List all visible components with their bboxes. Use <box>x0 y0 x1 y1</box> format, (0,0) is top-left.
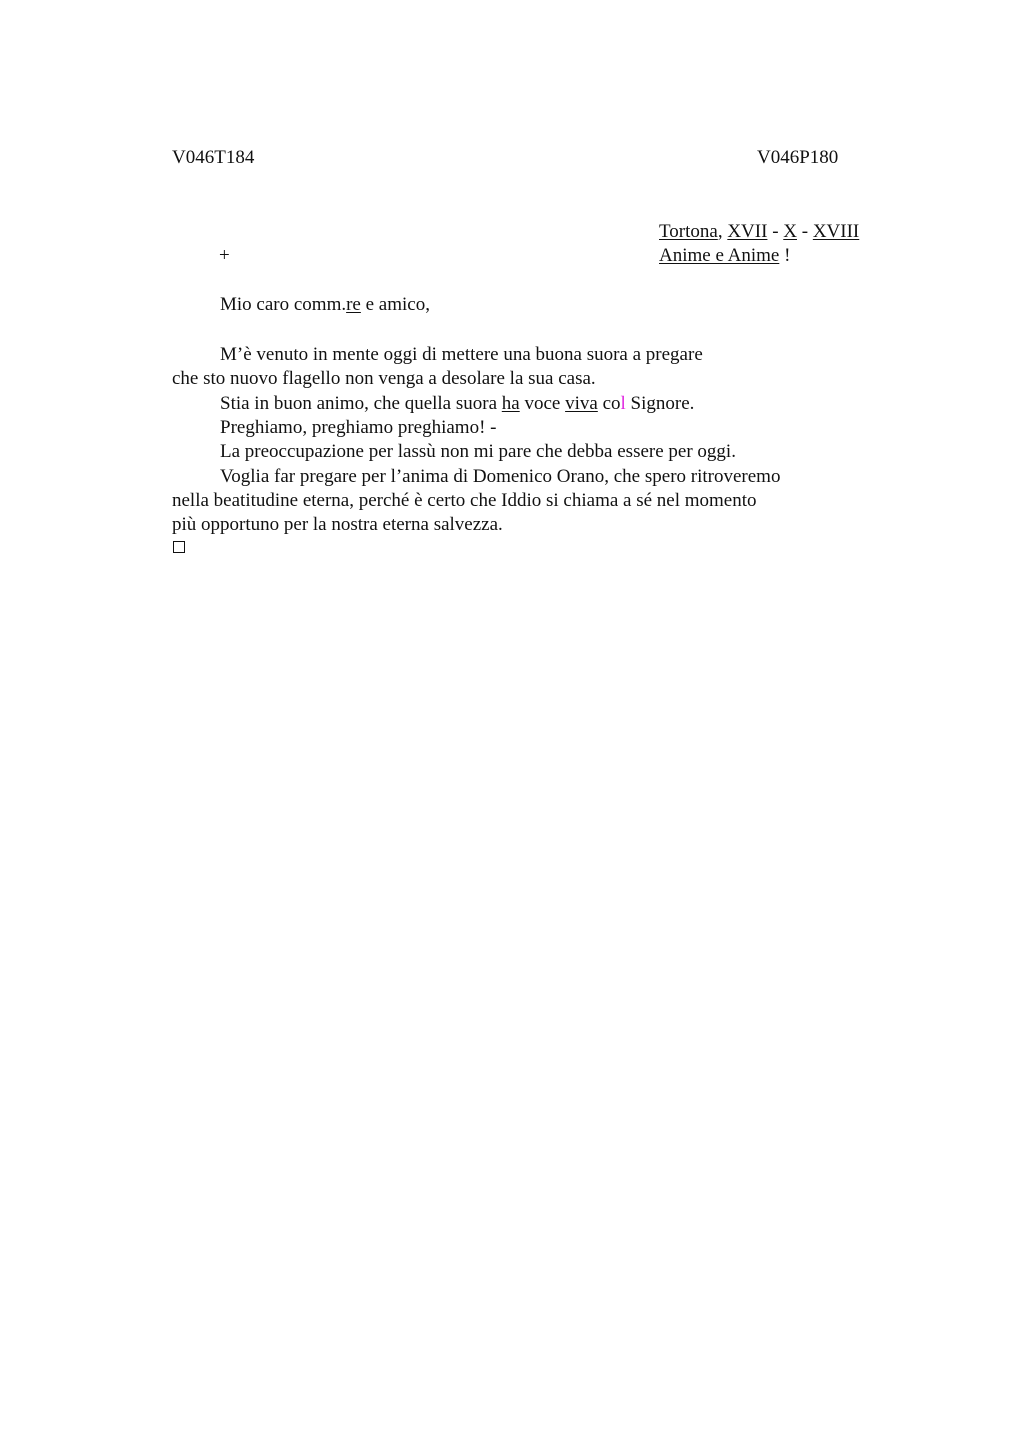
salutation-end: e amico, <box>360 294 430 315</box>
dateline-day: XVII <box>727 221 768 242</box>
cross-symbol: + <box>219 245 230 266</box>
body-line: nella beatitudine eterna, perché è certo che Iddio si chiama a sé nel momento <box>172 490 757 511</box>
body-text: voce <box>519 393 566 414</box>
document-code-left: V046T184 <box>172 147 255 168</box>
motto-exclamation: ! <box>779 245 791 266</box>
body-line: più opportuno per la nostra eterna salvezza. <box>172 514 503 535</box>
salutation <box>220 293 430 317</box>
body-line: M’è venuto in mente oggi di mettere una buona suora a pregare <box>220 344 703 365</box>
salutation-start: Mio caro comm. <box>220 294 347 315</box>
dateline-comma: , <box>717 221 723 242</box>
body-line: Preghiamo, preghiamo preghiamo! - <box>220 417 497 438</box>
body-text: co <box>597 393 621 414</box>
end-mark-square <box>173 541 185 553</box>
body-text: Signore. <box>625 393 695 414</box>
underlined-word: viva <box>565 393 598 414</box>
dateline-month: X <box>783 221 797 242</box>
body-line: La preoccupazione per lassù non mi pare che debba essere per oggi. <box>220 441 736 462</box>
highlighted-letter: l <box>620 393 626 414</box>
body-text: Stia in buon animo, che quella suora <box>220 393 502 414</box>
motto-text: Anime e Anime <box>659 245 780 266</box>
dateline-place: Tortona <box>659 221 718 242</box>
body-line <box>220 392 694 416</box>
dateline-separator: - <box>797 221 813 242</box>
body-line: che sto nuovo flagello non venga a desolare la sua casa. <box>172 368 596 389</box>
dateline-separator: - <box>767 221 784 242</box>
salutation-abbreviation: re <box>346 294 361 315</box>
body-line: Voglia far pregare per l’anima di Domenico Orano, che spero ritroveremo <box>220 466 781 487</box>
dateline-year: XVIII <box>812 221 860 242</box>
underlined-word: ha <box>501 393 520 414</box>
document-code-right: V046P180 <box>757 147 839 168</box>
motto <box>659 244 790 268</box>
dateline <box>659 220 859 244</box>
